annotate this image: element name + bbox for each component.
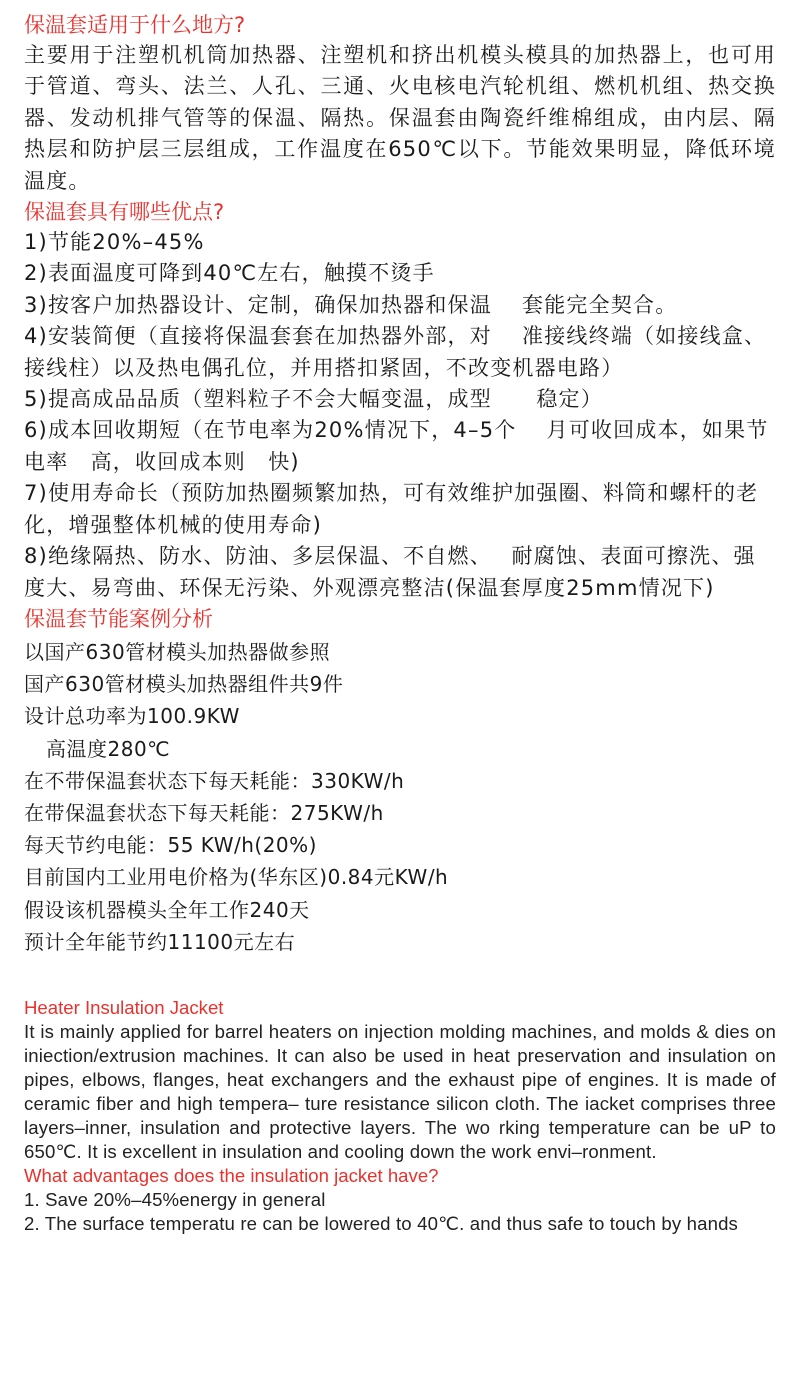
list-item: 高温度280℃: [46, 736, 171, 761]
cn-section-usage: [24, 10, 776, 197]
list-item: 以国产630管材模头加热器做参照: [24, 639, 331, 664]
list-item: 国产630管材模头加热器组件共9件: [24, 672, 344, 697]
list-item: 1. Save 20%–45%energy in general: [24, 1188, 326, 1210]
list-item: 预计全年能节约11100元左右: [24, 929, 296, 954]
cn-usage-heading: 保温套适用于什么地方?: [24, 13, 246, 37]
list-item: 2)表面温度可降到40℃左右，触摸不烫手: [24, 261, 435, 286]
list-item: 5)提高成品品质（塑料粒子不会大幅变温，成型 稳定）: [24, 387, 603, 412]
list-item: 在不带保温套状态下每天耗能：330KW/h: [24, 768, 405, 793]
en-advantages-list: [24, 1188, 776, 1236]
list-item: 假设该机器模头全年工作240天: [24, 897, 310, 922]
list-item: 6)成本回收期短（在节电率为20%情况下，4–5个 月可收回成本，如果节电率 高，收回成本则 快): [24, 418, 769, 474]
list-item: 在带保温套状态下每天耗能：275KW/h: [24, 800, 384, 825]
en-section: [24, 996, 776, 1236]
cn-case-list: [24, 636, 776, 958]
cn-usage-body: 主要用于注塑机机筒加热器、注塑机和挤出机模头模具的加热器上，也可用于管道、弯头、法兰、人孔、三通、火电核电汽轮机组、燃机机组、热交换器、发动机排气管等的保温、隔热。保温套由陶瓷纤维棉组成，由内层、隔热层和防护层三层组成，工作温度在650℃以下。节能效果明显，降低环境温度。: [24, 43, 776, 193]
cn-advantages-heading: 保温套具有哪些优点?: [24, 200, 225, 225]
en-jacket-heading: Heater Insulation Jacket: [24, 996, 224, 1018]
cn-case-heading: 保温套节能案例分析: [24, 606, 213, 631]
list-item: 目前国内工业用电价格为(华东区)0.84元KW/h: [24, 865, 449, 890]
en-jacket-body: It is mainly applied for barrel heaters on injection molding machines, and molds & dies on iniection/extrusion machines. It can also be used in heat preservation and insulation on pipes, elbows, flanges, heat exchangers and the exhaust pipe of engines. It is made of ceramic fiber and high tempera– ture resistance silicon cloth. The iacket comprises three layers–inner, insulation and protective layers. The wo rking temperature can be uP to 650℃. It is excellent in insulation and cooling down the work envi–ronment.: [24, 1020, 776, 1162]
list-item: 8)绝缘隔热、防水、防油、多层保温、不自燃、 耐腐蚀、表面可擦洗、强度大、易弯曲、环保无污染、外观漂亮整洁(保温套厚度25mm情况下): [24, 544, 756, 600]
list-item: 7)使用寿命长（预防加热圈频繁加热，可有效维护加强圈、料筒和螺杆的老化，增强整体机械的使用寿命): [24, 481, 759, 537]
cn-advantages-list: [24, 227, 776, 604]
cn-section-advantages: [24, 197, 776, 604]
list-item: 1)节能20%–45%: [24, 230, 205, 255]
list-item: 每天节约电能：55 KW/h(20%): [24, 833, 317, 858]
list-item: 设计总功率为100.9KW: [24, 704, 240, 729]
list-item: 4)安装简便（直接将保温套套在加热器外部，对 准接线终端（如接线盒、接线柱）以及热电偶孔位，并用搭扣紧固，不改变机器电路）: [24, 324, 767, 380]
list-item: 3)按客户加热器设计、定制，确保加热器和保温 套能完全契合。: [24, 292, 678, 317]
cn-section-case-study: [24, 604, 776, 958]
en-advantages-heading: What advantages does the insulation jacket have?: [24, 1164, 439, 1186]
list-item: 2. The surface temperatu re can be lowered to 40℃. and thus safe to touch by hands: [24, 1212, 739, 1234]
